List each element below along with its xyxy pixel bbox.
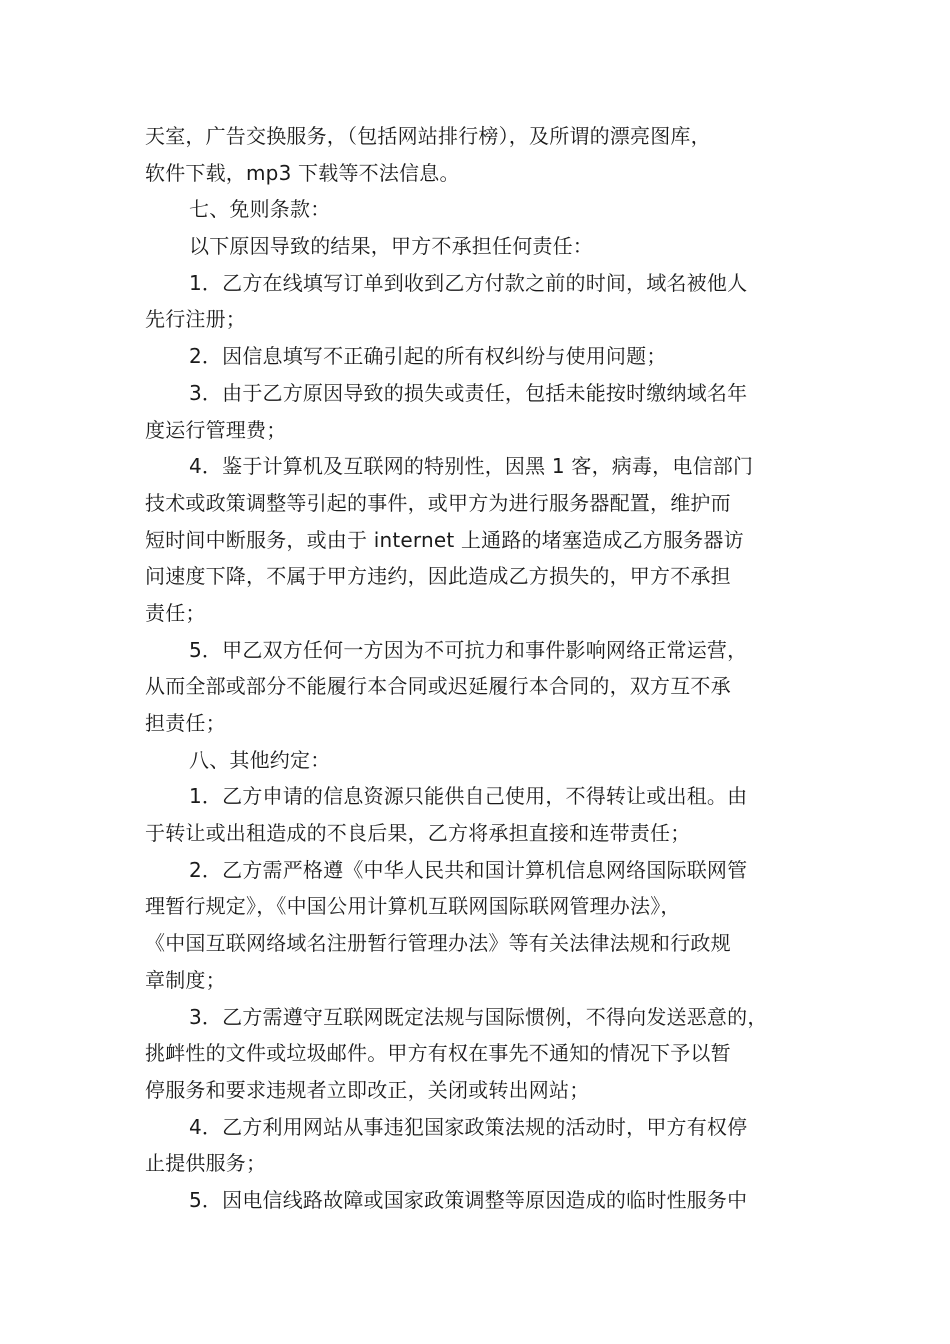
text-line: 止提供服务； (145, 1151, 267, 1176)
text-line: 从而全部或部分不能履行本合同或迟延履行本合同的，双方互不承 (145, 674, 731, 699)
text-line: 技术或政策调整等引起的事件，或甲方为进行服务器配置，维护而 (145, 490, 731, 515)
text-line: 先行注册； (145, 307, 246, 332)
clause-item: 5．因电信线路故障或国家政策调整等原因造成的临时性服务中 (189, 1187, 748, 1212)
clause-item: 1．乙方在线填写订单到收到乙方付款之前的时间，域名被他人 (189, 270, 748, 295)
text-line: 理暂行规定》，《中国公用计算机互联网国际联网管理办法》， (145, 894, 681, 919)
text-line: 章制度； (145, 967, 226, 992)
text-line: 担责任； (145, 711, 226, 735)
text-line: 于转让或出租造成的不良后果，乙方将承担直接和连带责任； (145, 821, 691, 846)
section-heading-other: 八、其他约定： (189, 747, 331, 772)
clause-item: 1．乙方申请的信息资源只能供自己使用，不得转让或出租。由 (189, 784, 748, 809)
text-line: 问速度下降，不属于甲方违约，因此造成乙方损失的，甲方不承担 (145, 564, 731, 589)
clause-item: 3．乙方需遵守互联网既定法规与国际惯例，不得向发送恶意的， (189, 1004, 768, 1029)
text-line: 软件下载，mp3 下载等不法信息。 (145, 160, 460, 185)
clause-item: 3．由于乙方原因导致的损失或责任，包括未能按时缴纳域名年 (189, 380, 748, 405)
clause-item: 4．乙方利用网站从事违犯国家政策法规的活动时，甲方有权停 (189, 1114, 748, 1139)
text-line: 度运行管理费； (145, 417, 287, 442)
clause-item: 5．甲乙双方任何一方因为不可抗力和事件影响网络正常运营， (189, 637, 748, 662)
text-line: 以下原因导致的结果，甲方不承担任何责任： (189, 234, 593, 259)
text-line: 短时间中断服务，或由于 internet 上通路的堵塞造成乙方服务器访 (145, 527, 744, 552)
text-line: 挑衅性的文件或垃圾邮件。甲方有权在事先不通知的情况下予以暂 (145, 1041, 731, 1066)
text-line: 天室，广告交换服务，（包括网站排行榜），及所谓的漂亮图库， (145, 124, 711, 148)
clause-item: 4．鉴于计算机及互联网的特别性，因黑 1 客，病毒，电信部门 (189, 454, 754, 479)
text-line: 责任； (145, 600, 206, 625)
contract-text-body (145, 118, 815, 1219)
text-line: 《中国互联网络域名注册暂行管理办法》等有关法律法规和行政规 (145, 931, 731, 956)
text-line: 停服务和要求违规者立即改正，关闭或转出网站； (145, 1077, 590, 1102)
clause-item: 2．乙方需严格遵《中华人民共和国计算机信息网络国际联网管 (189, 857, 748, 882)
clause-item: 2．因信息填写不正确引起的所有权纠纷与使用问题； (189, 344, 667, 369)
section-heading-disclaimer: 七、免则条款： (189, 197, 331, 222)
